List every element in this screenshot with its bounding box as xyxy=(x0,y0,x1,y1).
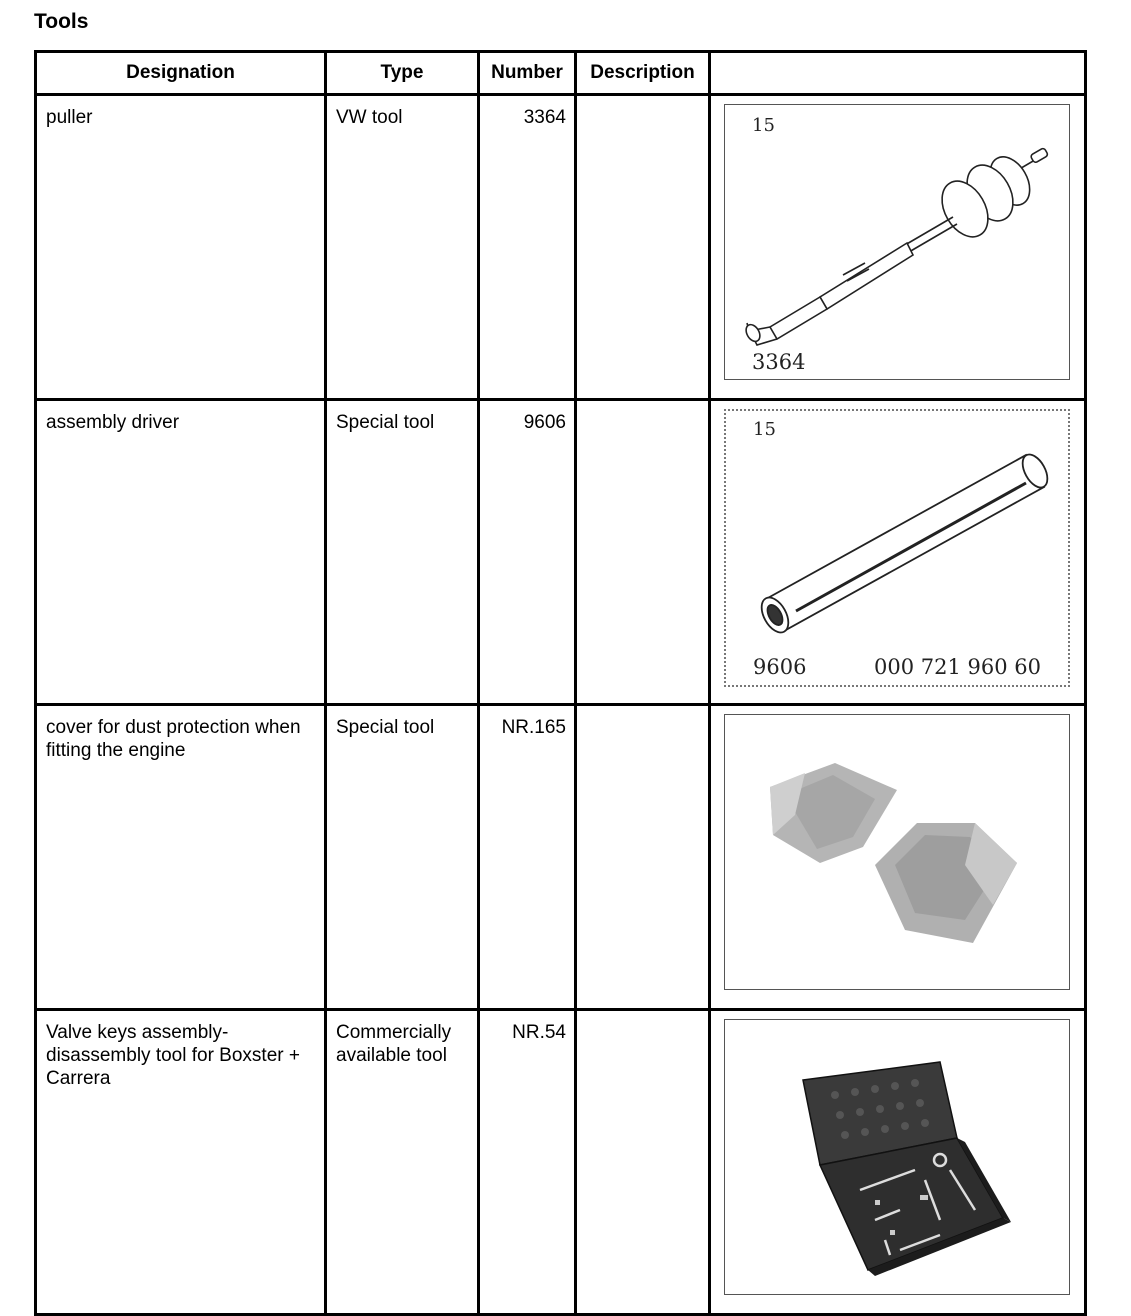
header-image xyxy=(710,52,1086,95)
cell-type: Special tool xyxy=(326,705,479,1010)
cell-number: NR.54 xyxy=(479,1010,576,1315)
header-number: Number xyxy=(479,52,576,95)
header-designation: Designation xyxy=(36,52,326,95)
cell-designation: cover for dust protection when fitting the engine xyxy=(36,705,326,1010)
header-description: Description xyxy=(576,52,710,95)
slide-hammer-puller-icon xyxy=(725,105,1070,379)
cell-type: Commercially available tool xyxy=(326,1010,479,1315)
tool-image-frame xyxy=(724,409,1070,687)
image-label-top: 15 xyxy=(753,419,776,440)
cell-description xyxy=(576,705,710,1010)
cell-image xyxy=(710,400,1086,705)
cell-designation: Valve keys assembly-disassembly tool for Boxster + Carrera xyxy=(36,1010,326,1315)
cell-image xyxy=(710,95,1086,400)
dust-cover-sheets-icon xyxy=(725,715,1070,989)
tool-case-icon xyxy=(725,1020,1070,1294)
header-type: Type xyxy=(326,52,479,95)
cell-designation: assembly driver xyxy=(36,400,326,705)
cell-description xyxy=(576,1010,710,1315)
table-row xyxy=(36,400,1086,705)
cell-type: VW tool xyxy=(326,95,479,400)
cell-description xyxy=(576,95,710,400)
cylindrical-driver-icon xyxy=(726,411,1071,685)
cell-number: 9606 xyxy=(479,400,576,705)
image-label-top: 15 xyxy=(752,115,775,136)
cell-image xyxy=(710,1010,1086,1315)
cell-image xyxy=(710,705,1086,1010)
cell-type: Special tool xyxy=(326,400,479,705)
cell-description xyxy=(576,400,710,705)
table-row xyxy=(36,705,1086,1010)
cell-number: NR.165 xyxy=(479,705,576,1010)
table-header-row xyxy=(36,52,1086,95)
tool-image-frame xyxy=(724,714,1070,990)
cell-number: 3364 xyxy=(479,95,576,400)
page-title: Tools xyxy=(34,10,89,33)
tools-table xyxy=(34,50,1087,1316)
image-label-bottom: 9606 xyxy=(753,655,807,679)
cell-designation: puller xyxy=(36,95,326,400)
image-label-part-number: 000 721 960 60 xyxy=(874,655,1041,679)
table-row xyxy=(36,95,1086,400)
image-label-bottom: 3364 xyxy=(752,350,806,374)
tool-image-frame xyxy=(724,1019,1070,1295)
tool-image-frame xyxy=(724,104,1070,380)
table-row xyxy=(36,1010,1086,1315)
